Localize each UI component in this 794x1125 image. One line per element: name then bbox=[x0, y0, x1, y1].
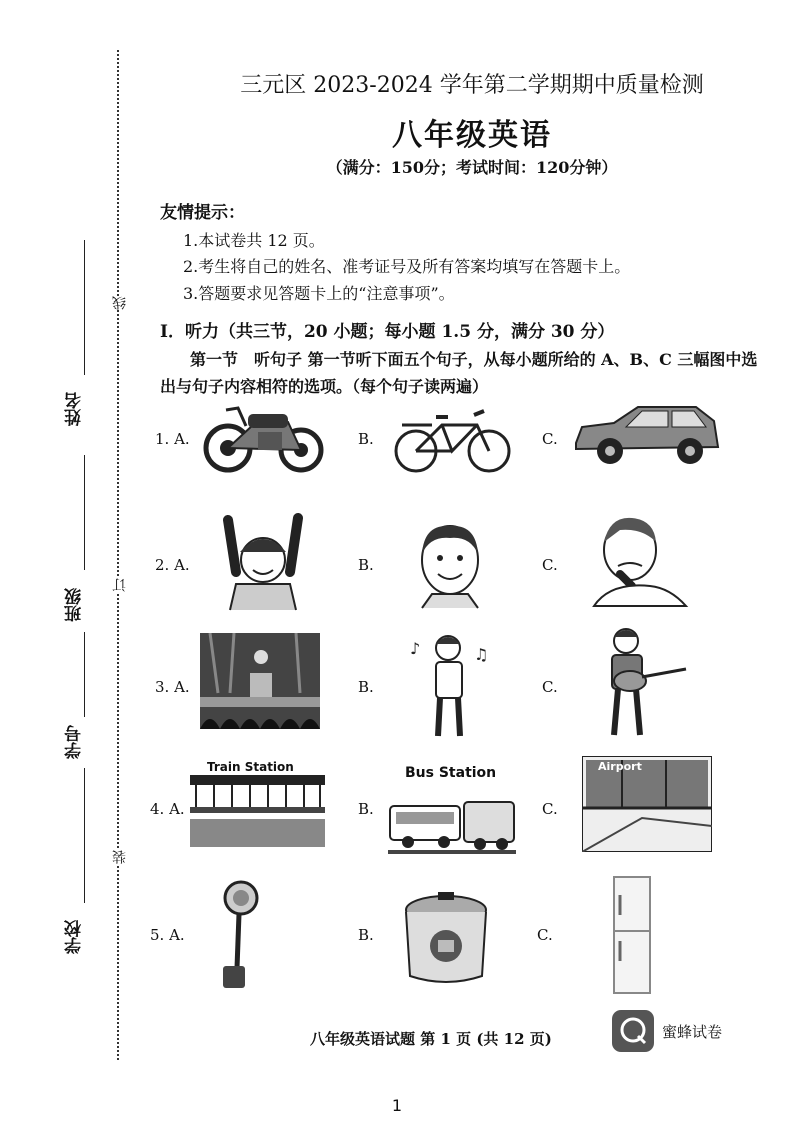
student-number-blank bbox=[84, 632, 85, 717]
guitar-boy-icon bbox=[598, 625, 688, 740]
section-instruction: 第一节 听句子 第一节听下面五个句子，从每小题所给的 A、B、C 三幅图中选 bbox=[190, 350, 758, 369]
train-station-sign: Train Station bbox=[207, 760, 294, 774]
section-instruction-cont: 出与句子内容相符的选项。（每个句子读两遍） bbox=[160, 377, 489, 396]
binding-mark-line: 线 bbox=[112, 296, 128, 310]
bus-station-icon bbox=[388, 792, 516, 854]
class-label: 班级 bbox=[65, 588, 85, 622]
speech-stage-icon bbox=[200, 633, 320, 729]
tip-item: 1.本试卷共 12 页。 bbox=[183, 231, 325, 250]
name-blank bbox=[84, 240, 85, 375]
subject-title: 八年级英语 bbox=[392, 118, 552, 153]
airport-sign: Airport bbox=[598, 760, 642, 773]
car-icon bbox=[572, 405, 720, 467]
question-5-option-b: B. bbox=[358, 926, 374, 944]
school-blank bbox=[84, 768, 85, 903]
page-footer: 八年级英语试题 第 1 页 (共 12 页) bbox=[310, 1030, 552, 1048]
excited-boy-icon bbox=[218, 512, 308, 612]
question-4-label: 4. A. bbox=[150, 800, 185, 818]
binding-mark-staple: 订 bbox=[112, 578, 128, 592]
tip-item: 2.考生将自己的姓名、准考证号及所有答案均填写在答题卡上。 bbox=[183, 257, 631, 276]
rice-cooker-icon bbox=[400, 890, 492, 988]
binding-dotted-line bbox=[117, 50, 119, 1060]
school-label: 学校 bbox=[65, 920, 85, 954]
shower-head-icon bbox=[215, 880, 265, 992]
smiling-boy-icon bbox=[410, 518, 492, 610]
binding-mark-bind: 装 bbox=[112, 850, 128, 864]
singing-boy-icon bbox=[410, 630, 492, 742]
brand-logo-icon bbox=[612, 1010, 654, 1052]
svg-text:♫: ♫ bbox=[474, 645, 489, 664]
name-label: 姓名 bbox=[65, 392, 85, 426]
score-info: （满分：150分；考试时间：120分钟） bbox=[326, 158, 618, 177]
question-3-label: 3. A. bbox=[155, 678, 190, 696]
question-2-option-c: C. bbox=[542, 556, 558, 574]
student-number-label: 学号 bbox=[65, 725, 85, 759]
question-1-option-b: B. bbox=[358, 430, 374, 448]
question-4-option-b: B. bbox=[358, 800, 374, 818]
section-heading: Ⅰ．听力（共三节，20 小题；每小题 1.5 分，满分 30 分） bbox=[160, 322, 615, 342]
brand-name: 蜜蜂试卷 bbox=[662, 1023, 723, 1041]
page-number: 1 bbox=[391, 1096, 403, 1115]
question-3-option-b: B. bbox=[358, 678, 374, 696]
tip-item: 3.答题要求见答题卡上的“注意事项”。 bbox=[183, 284, 455, 303]
question-3-option-c: C. bbox=[542, 678, 558, 696]
bus-station-sign: Bus Station bbox=[405, 765, 497, 781]
motorcycle-icon bbox=[198, 400, 328, 475]
bicycle-icon bbox=[392, 405, 514, 475]
exam-title: 三元区 2023-2024 学年第二学期期中质量检测 bbox=[240, 73, 704, 98]
train-station-icon bbox=[190, 775, 325, 847]
question-2-label: 2. A. bbox=[155, 556, 190, 574]
class-blank bbox=[84, 455, 85, 570]
svg-text:♪: ♪ bbox=[410, 639, 421, 658]
sad-boy-icon bbox=[590, 512, 690, 608]
question-1-option-c: C. bbox=[542, 430, 558, 448]
question-1-label: 1. A. bbox=[155, 430, 190, 448]
question-4-option-c: C. bbox=[542, 800, 558, 818]
question-5-label: 5. A. bbox=[150, 926, 185, 944]
question-5-option-c: C. bbox=[537, 926, 553, 944]
tips-heading: 友情提示： bbox=[160, 203, 245, 223]
fridge-icon bbox=[612, 875, 652, 995]
question-2-option-b: B. bbox=[358, 556, 374, 574]
